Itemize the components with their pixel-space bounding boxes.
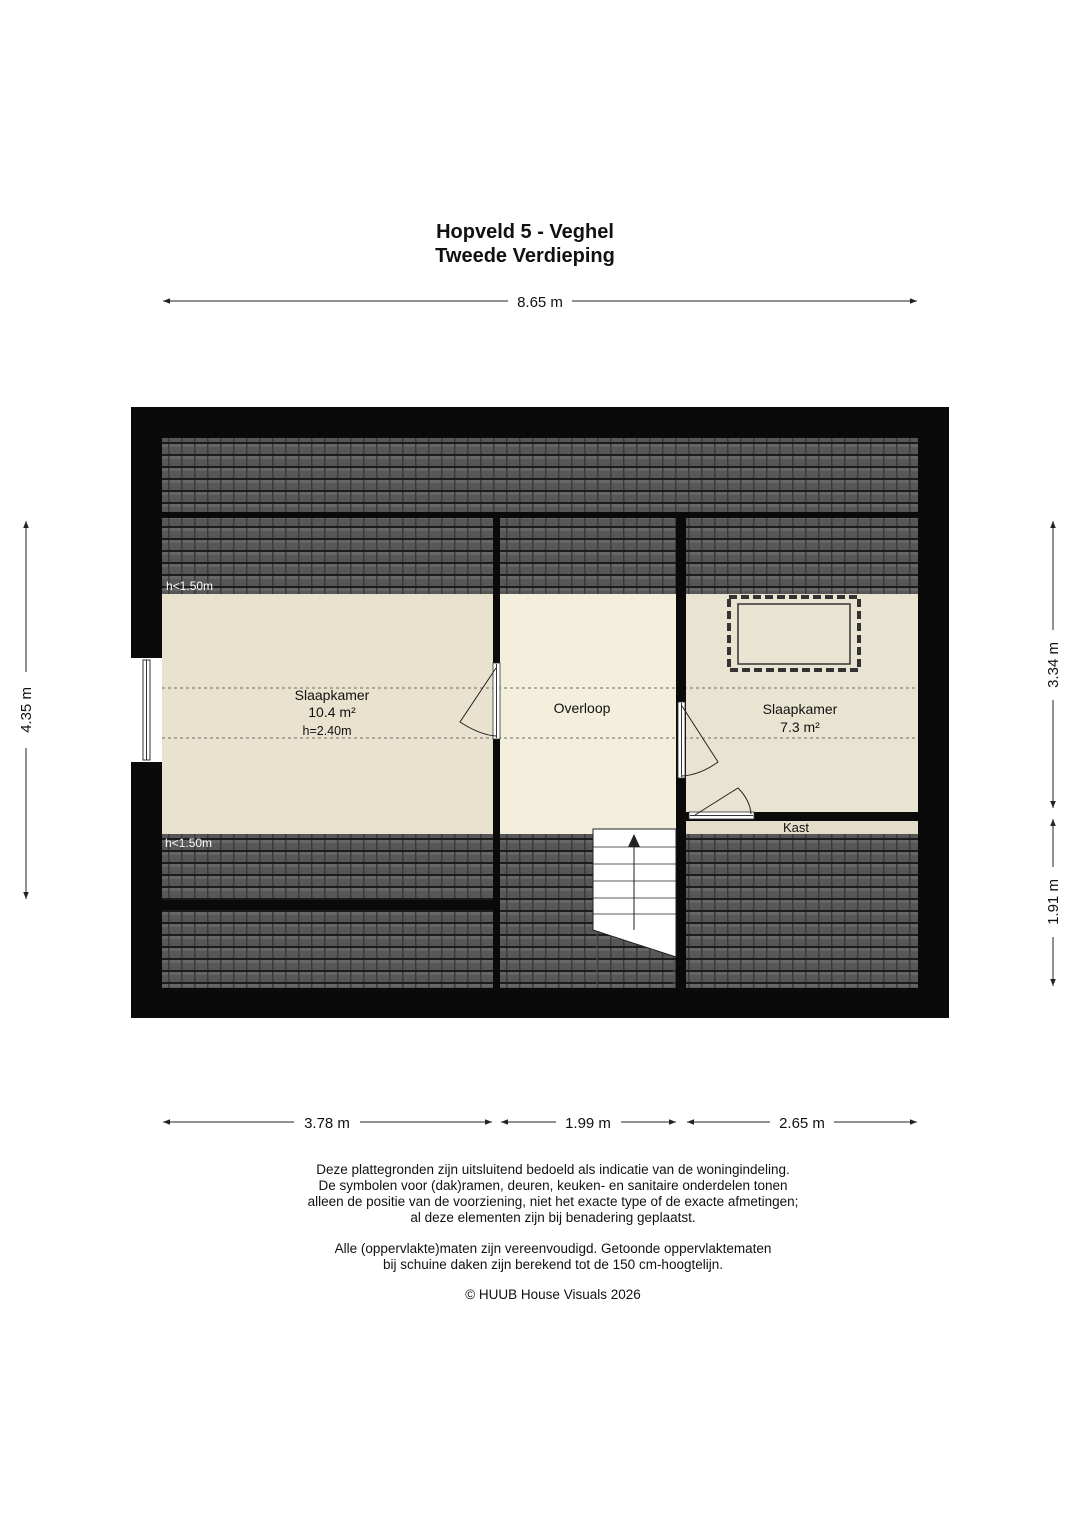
landing-name: Overloop [553,700,611,716]
roof-tiles-right-lower [686,834,918,988]
disclaimer-line-6: bij schuine daken zijn berekend tot de 150 cm-hoogtelijn. [383,1257,723,1272]
bedroom-1-name: Slaapkamer [294,687,370,703]
dimension-total-width-label: 8.65 m [517,294,563,311]
dimension-total-depth-label: 4.35 m [18,687,35,733]
roof-tiles-left-bottom [162,910,493,988]
height-mark-upper: h<1.50m [166,579,214,593]
dimension-bottom-left [163,1115,492,1132]
dimension-total-width [163,294,917,311]
wall-left-partition [493,518,500,988]
dimension-right-upper [1045,521,1062,808]
roof-tiles-right-upper [686,518,918,594]
dimension-total-depth [18,521,35,899]
plan-address-title: Hopveld 5 - Veghel [436,221,614,243]
dimension-bottom-right-label: 2.65 m [779,1115,825,1132]
closet-name: Kast [782,820,810,835]
disclaimer-line-4: al deze elementen zijn bij benadering geplaatst. [410,1210,696,1225]
wall-attic-divider [162,512,918,518]
roof-tiles-top [162,438,918,512]
bedroom-2-area: 7.3 m² [780,719,820,735]
disclaimer-line-1: Deze plattegronden zijn uitsluitend bedoeld als indicatie van de woningindeling. [316,1162,790,1177]
dimension-bottom-middle-label: 1.99 m [565,1115,611,1132]
dimension-bottom-left-label: 3.78 m [304,1115,350,1132]
disclaimer-line-5: Alle (oppervlakte)maten zijn vereenvoudigd. Getoonde oppervlaktematen [334,1241,772,1256]
bedroom-2-name: Slaapkamer [762,701,838,717]
roof-tiles-middle-upper [500,518,676,594]
dimension-right-upper-label: 3.34 m [1045,642,1062,688]
bedroom-1-area: 10.4 m² [308,704,356,720]
height-mark-lower: h<1.50m [165,836,213,850]
dimension-right-lower-label: 1.91 m [1045,879,1062,925]
wall-left-lower [162,903,493,909]
copyright: © HUUB House Visuals 2026 [465,1287,641,1302]
disclaimer-line-3: alleen de positie van de voorziening, niet het exacte type of de exacte afmetingen; [307,1194,799,1209]
bedroom-1-height: h=2.40m [302,724,352,738]
disclaimer-line-2: De symbolen voor (dak)ramen, deuren, keuken- en sanitaire onderdelen tonen [318,1178,788,1193]
plan-floor-title: Tweede Verdieping [435,245,615,267]
dimension-bottom-middle [501,1115,676,1132]
dimension-bottom-right [687,1115,917,1132]
dimension-right-lower [1045,819,1062,986]
